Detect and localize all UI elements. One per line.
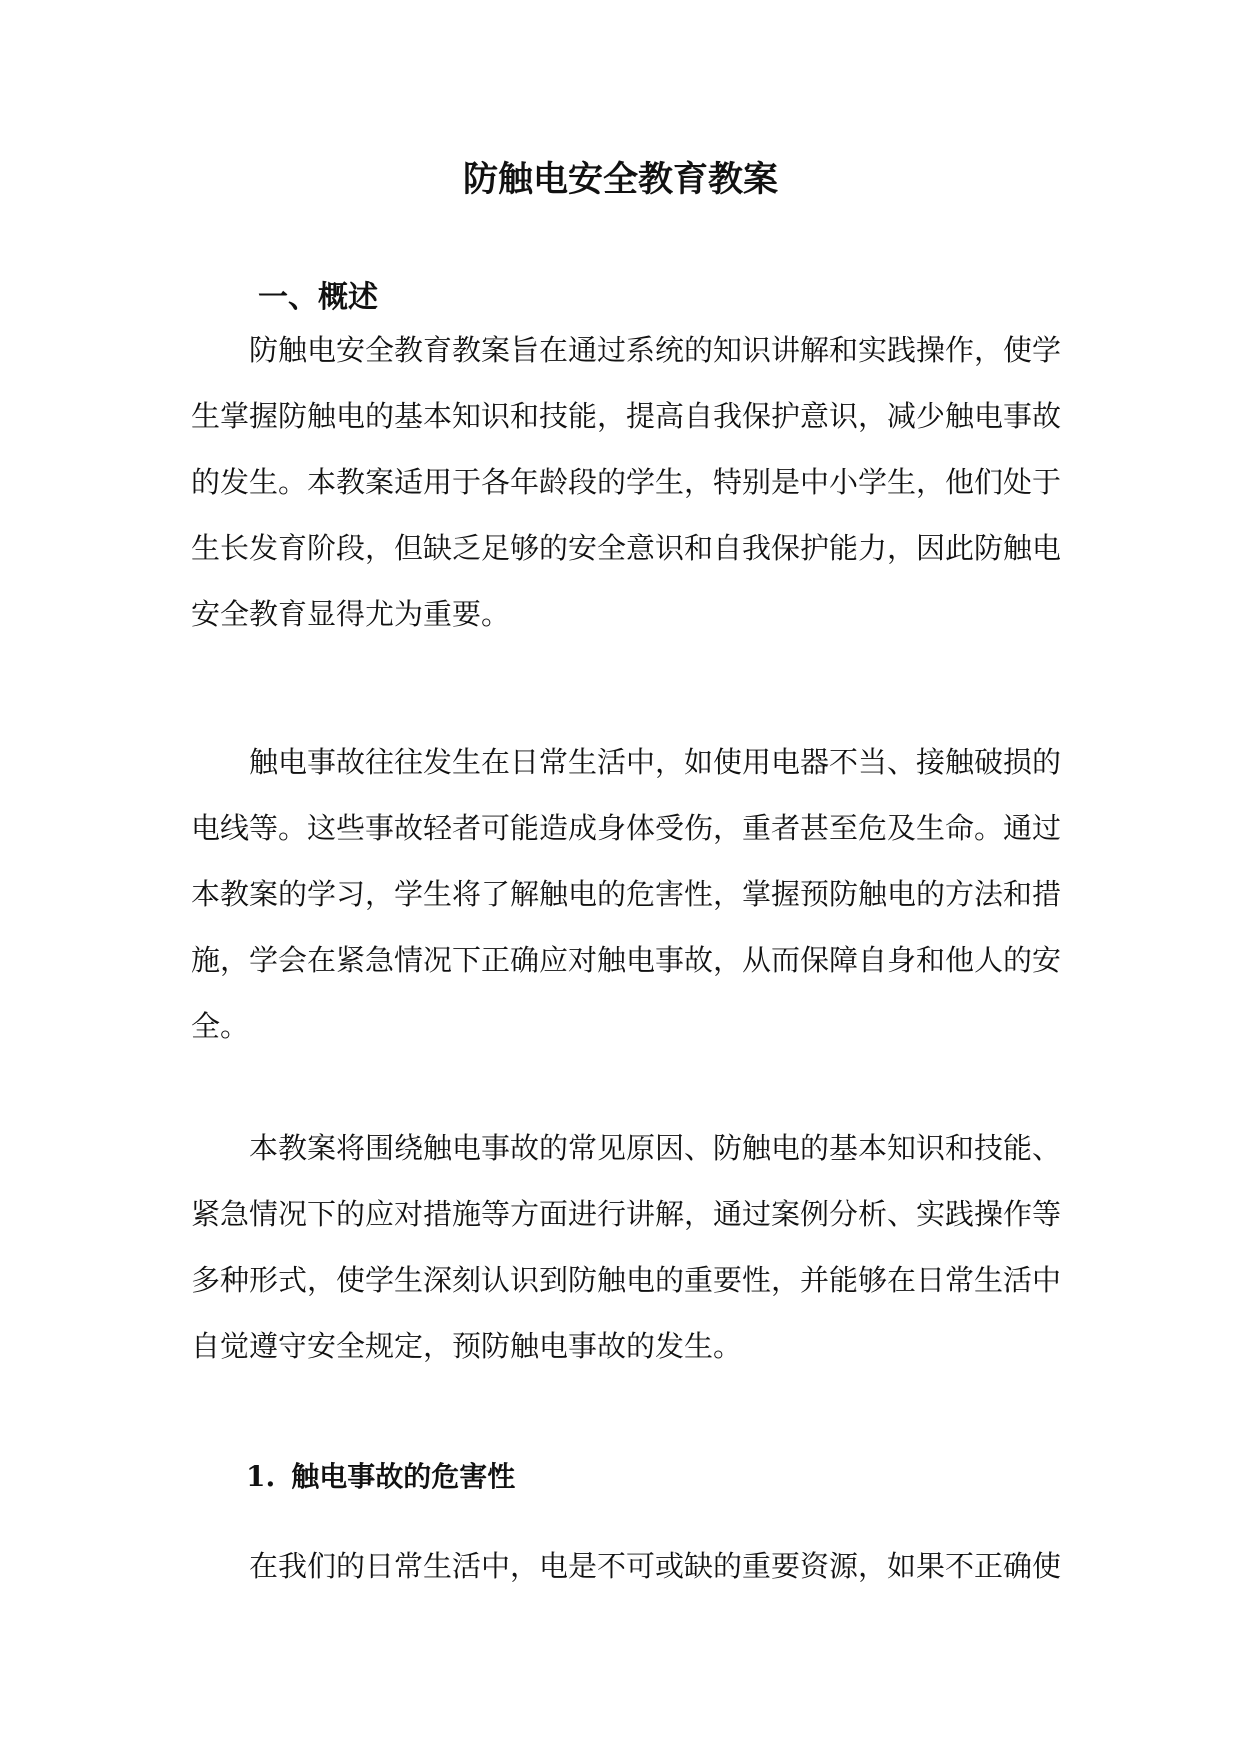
paragraph-line: 生长发育阶段，但缺乏足够的安全意识和自我保护能力，因此防触电 <box>191 531 1062 565</box>
paragraph-line: 的发生。本教案适用于各年龄段的学生，特别是中小学生，他们处于 <box>191 465 1062 499</box>
document-title: 防触电安全教育教案 <box>462 159 778 200</box>
paragraph-line: 多种形式，使学生深刻认识到防触电的重要性，并能够在日常生活中 <box>191 1263 1062 1297</box>
paragraph-line: 安全教育显得尤为重要。 <box>191 597 511 631</box>
paragraph-line: 触电事故往往发生在日常生活中，如使用电器不当、接触破损的 <box>249 745 1062 779</box>
paragraph-line: 防触电安全教育教案旨在通过系统的知识讲解和实践操作，使学 <box>249 333 1062 367</box>
paragraph-line: 自觉遵守安全规定，预防触电事故的发生。 <box>191 1329 743 1363</box>
paragraph-line: 本教案的学习，学生将了解触电的危害性，掌握预防触电的方法和措 <box>191 877 1062 911</box>
paragraph-line: 电线等。这些事故轻者可能造成身体受伤，重者甚至危及生命。通过 <box>191 811 1062 845</box>
subsection-number: 1. <box>246 1460 276 1493</box>
paragraph-line: 本教案将围绕触电事故的常见原因、防触电的基本知识和技能、 <box>249 1131 1062 1165</box>
paragraph-line: 紧急情况下的应对措施等方面进行讲解，通过案例分析、实践操作等 <box>191 1197 1062 1231</box>
paragraph-line: 在我们的日常生活中，电是不可或缺的重要资源，如果不正确使 <box>249 1549 1062 1583</box>
subsection-heading <box>246 1452 515 1502</box>
section-heading-overview: 一、概述 <box>258 280 378 315</box>
paragraph-line: 生掌握防触电的基本知识和技能，提高自我保护意识，减少触电事故 <box>191 399 1062 433</box>
subsection-title: 触电事故的危害性 <box>291 1460 516 1493</box>
paragraph-line: 全。 <box>191 1009 250 1043</box>
paragraph-line: 施，学会在紧急情况下正确应对触电事故，从而保障自身和他人的安 <box>191 943 1062 977</box>
